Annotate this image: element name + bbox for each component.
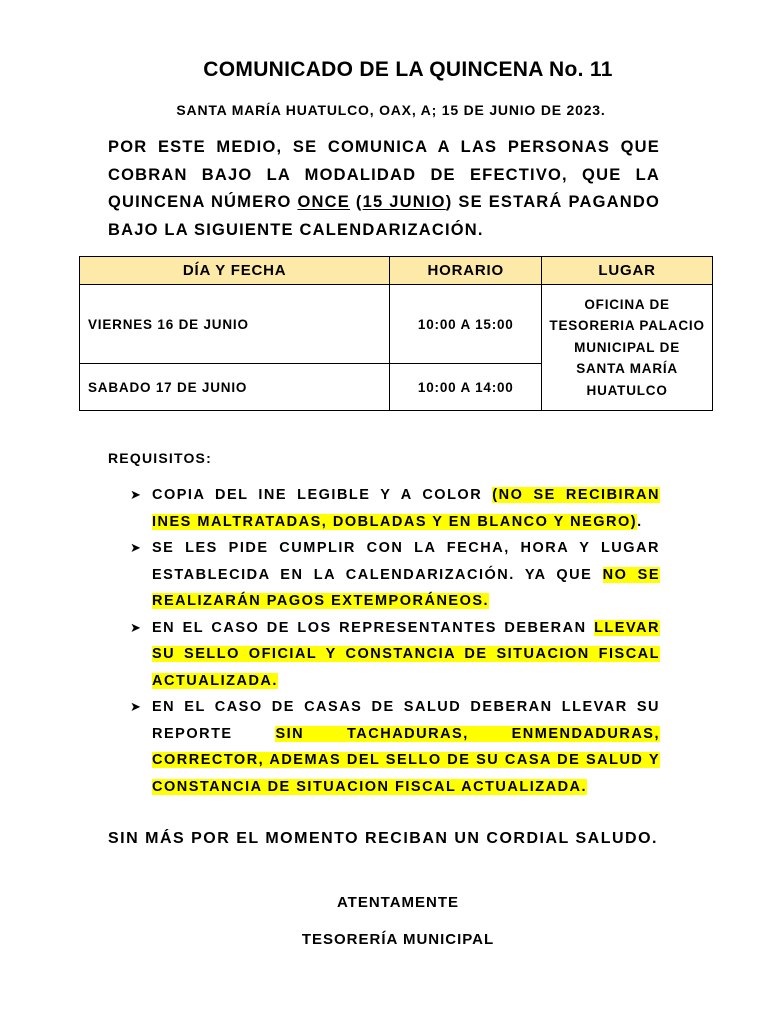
requirements-list [130,482,660,800]
signer-line: TESORERÍA MUNICIPAL [301,931,495,948]
list-item [130,615,660,695]
payment-schedule-table [79,256,713,411]
column-header-time: HORARIO [390,257,542,285]
requirement-text: EN EL CASO DE LOS REPRESENTANTES DEBERAN [152,619,595,636]
row-time: 10:00 A 15:00 [390,285,542,364]
requirements-label: REQUISITOS: [108,450,212,466]
requirement-text: SE LES PIDE CUMPLIR CON LA FECHA, HORA Y LUGAR ESTABLECIDA EN LA CALENDARIZACIÓN. YA QUE [152,540,660,583]
payment-place: OFICINA DE TESORERIA PALACIO MUNICIPAL DE SANTA MARÍA HUATULCO [542,285,713,411]
closing-paragraph: SIN MÁS POR EL MOMENTO RECIBAN UN CORDIAL SALUDO. [108,830,658,847]
intro-text-2: ( [349,193,363,211]
place-date-line: SANTA MARÍA HUATULCO, OAX, A; 15 DE JUNIO DE 2023. [176,102,606,118]
requirement-text: COPIA DEL INE LEGIBLE Y A COLOR [152,487,493,503]
arrowhead-bullet-icon: ➤ [130,487,143,502]
requirement-highlight: (NO SE RECIBIRAN INES MALTRATADAS, DOBLADAS Y EN BLANCO Y NEGRO) [152,487,660,530]
intro-text-1: POR ESTE MEDIO, SE COMUNICA A LAS PERSONAS QUE COBRAN BAJO LA MODALIDAD DE EFECTIVO, QUE LA QUINCENA NÚMERO [108,138,660,211]
requirement-highlight: SIN TACHADURAS, ENMENDADURAS, CORRECTOR, ADEMAS DEL SELLO DE SU CASA DE SALUD Y CONSTANCIA DE SITUACION FISCAL ACTUALIZADA. [152,725,661,795]
column-header-place: LUGAR [542,257,713,285]
table-row [80,285,713,364]
document-title: COMUNICADO DE LA QUINCENA No. 11 [203,58,613,81]
row-date: VIERNES 16 DE JUNIO [80,285,390,364]
requirement-tail: . [637,513,643,530]
intro-text-3: ) SE ESTARÁ PAGANDO BAJO LA SIGUIENTE CALENDARIZACIÓN. [108,193,661,239]
intro-paragraph [108,134,660,244]
arrowhead-bullet-icon: ➤ [130,619,143,635]
intro-fortnight-word: ONCE [297,193,350,211]
requirement-highlight: NO SE REALIZARÁN PAGOS EXTEMPORÁNEOS. [152,566,661,609]
arrowhead-bullet-icon: ➤ [130,540,143,555]
requirement-highlight: LLEVAR SU SELLO OFICIAL Y CONSTANCIA DE SITUACION FISCAL ACTUALIZADA. [152,619,660,689]
regards-line: ATENTAMENTE [336,894,460,911]
list-item [130,694,660,800]
column-header-date: DÍA Y FECHA [80,257,390,285]
list-item [130,535,660,615]
list-item [130,482,660,535]
arrowhead-bullet-icon: ➤ [130,699,143,714]
row-date: SABADO 17 DE JUNIO [80,364,390,411]
requirement-text: EN EL CASO DE CASAS DE SALUD DEBERAN LLEVAR SU REPORTE [152,699,660,742]
intro-fortnight-date: 15 JUNIO [362,193,446,211]
row-time: 10:00 A 14:00 [390,364,542,411]
table-header-row [80,257,713,285]
